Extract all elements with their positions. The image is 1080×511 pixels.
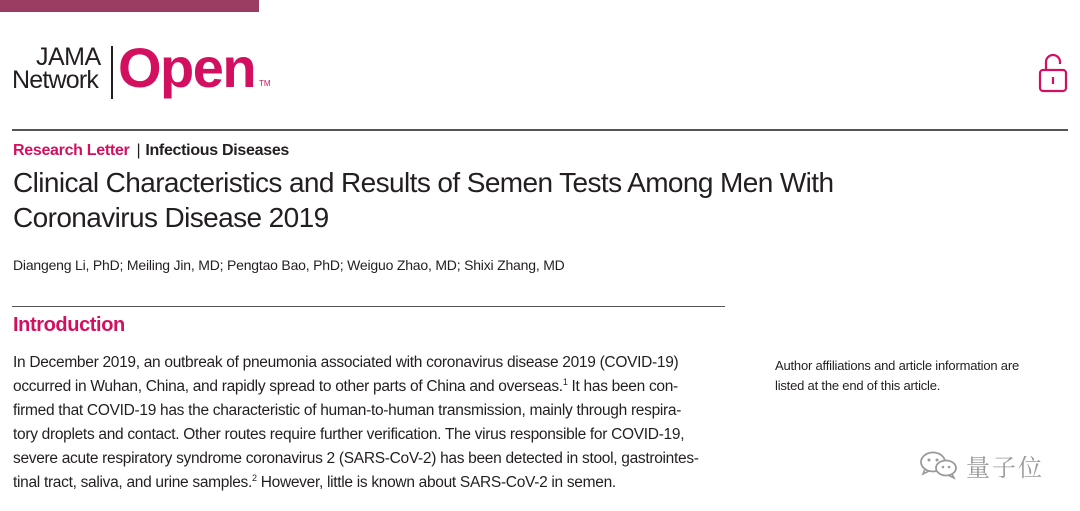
- body-line: occurred in Wuhan, China, and rapidly spread to other parts of China and overseas.$^1$ It has been con-: [13, 377, 678, 395]
- header-divider: [12, 129, 1068, 131]
- article-title: Clinical Characteristics and Results of Semen Tests Among Men With Coronavirus Disease 2019: [13, 167, 834, 233]
- logo-network-text: Network: [12, 66, 99, 94]
- logo-divider: [111, 46, 113, 99]
- introduction-body: [13, 351, 725, 495]
- article-kicker: [13, 141, 289, 161]
- article-topic-link[interactable]: Infectious Diseases: [145, 142, 290, 159]
- reference-2-link[interactable]: 2: [252, 473, 257, 483]
- logo-trademark: TM: [259, 79, 271, 88]
- wechat-icon: [918, 450, 960, 480]
- article-type-link[interactable]: Research Letter: [13, 142, 130, 159]
- unlocked-padlock-icon[interactable]: [1038, 51, 1068, 93]
- kicker-separator: |: [136, 142, 141, 159]
- logo-open-text: Open: [118, 36, 256, 99]
- body-line: tinal tract, saliva, and urine samples.$^2$ However, little is known about SARS-CoV-2 in semen.: [13, 473, 616, 491]
- section-divider: [12, 306, 725, 307]
- top-accent-bar: [0, 0, 259, 12]
- author-list: Diangeng Li, PhD; Meiling Jin, MD; Pengtao Bao, PhD; Weiguo Zhao, MD; Shixi Zhang, MD: [13, 257, 565, 273]
- watermark-text: 量子位: [966, 453, 1044, 482]
- body-line: tory droplets and contact. Other routes require further verification. The virus responsible for COVID-19,: [13, 426, 685, 443]
- body-line: severe acute respiratory syndrome coronavirus 2 (SARS-CoV-2) has been detected in stool, gastrointes-: [13, 450, 699, 467]
- watermark: [918, 450, 1044, 480]
- body-line: In December 2019, an outbreak of pneumonia associated with coronavirus disease 2019 (COVID-19): [13, 354, 679, 371]
- introduction-heading: Introduction: [13, 314, 125, 336]
- body-line: firmed that COVID-19 has the characteristic of human-to-human transmission, mainly through respira-: [13, 402, 682, 419]
- logo-jama-text: JAMA: [36, 43, 101, 71]
- reference-1-link[interactable]: 1: [562, 377, 568, 387]
- author-affiliations-note: Author affiliations and article information are listed at the end of this article.: [775, 358, 1019, 393]
